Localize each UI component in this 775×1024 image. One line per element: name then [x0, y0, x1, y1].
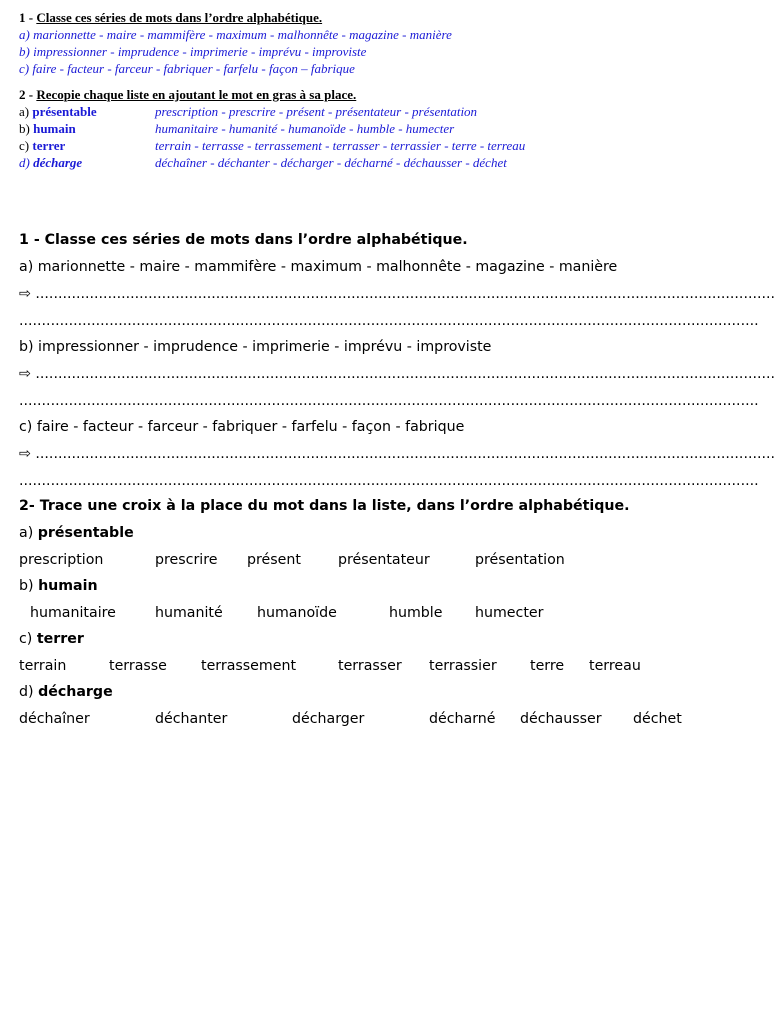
summary-section: [19, 9, 759, 171]
word-option[interactable]: terrasser: [338, 658, 402, 674]
word-option[interactable]: humanoïde: [257, 605, 337, 621]
word-option[interactable]: présent: [247, 552, 301, 568]
ws-ex2-title: - Trace une croix à la place du mot dans la liste, dans l’ordre alphabétique.: [28, 498, 630, 514]
word-list: terrain - terrasse - terrassement - terrasser - terrassier - terre - terreau: [155, 138, 526, 153]
ws-ex1-item-b: b) impressionner - imprudence - imprimerie - imprévu - improviste: [19, 339, 492, 355]
ex2-item-d: d) décharge déchaîner - déchanter - décharger - décharné - déchausser - déchet: [19, 155, 507, 170]
ws-ex2-label-d: d) décharge: [19, 684, 113, 700]
word-row-b: [19, 605, 719, 625]
ex1-item-a: a) marionnette - maire - mammifère - maximum - malhonnête - magazine - manière: [19, 27, 452, 42]
ws-ex2-heading: 2- Trace une croix à la place du mot dans la liste, dans l’ordre alphabétique.: [19, 498, 630, 514]
word-option[interactable]: présentateur: [338, 552, 430, 568]
word-option[interactable]: terreau: [589, 658, 641, 674]
word-option[interactable]: prescrire: [155, 552, 218, 568]
bold-word: terrer: [32, 138, 66, 153]
arrow-icon: ⇨: [19, 286, 36, 302]
word-option[interactable]: terrasse: [109, 658, 167, 674]
word-list: déchaîner - déchanter - décharger - décharné - déchausser - déchet: [155, 155, 507, 170]
bold-word: terrer: [36, 631, 84, 647]
answer-line[interactable]: ⇨ ....................................................................................................................................................................: [19, 366, 775, 382]
word-option[interactable]: déchausser: [520, 711, 602, 727]
ex1-item-c: c) faire - facteur - farceur - fabriquer - farfelu - façon – fabrique: [19, 61, 355, 76]
word-option[interactable]: terrassier: [429, 658, 497, 674]
word-option[interactable]: décharger: [292, 711, 365, 727]
ws-ex1-heading: 1 - Classe ces séries de mots dans l’ordre alphabétique.: [19, 232, 468, 248]
ws-ex2-label-a: a) présentable: [19, 525, 134, 541]
answer-line[interactable]: ⇨ ....................................................................................................................................................................: [19, 286, 775, 302]
word-option[interactable]: terrain: [19, 658, 67, 674]
word-option[interactable]: décharné: [429, 711, 496, 727]
ex2-heading: 2 - Recopie chaque liste en ajoutant le mot en gras à sa place.: [19, 87, 357, 102]
answer-line[interactable]: ....................................................................................................................................................................: [19, 313, 759, 329]
word-row-c: [19, 658, 719, 678]
ex2-item-b: b) humain humanitaire - humanité - humanoïde - humble - humecter: [19, 121, 455, 136]
bold-word: présentable: [32, 104, 97, 119]
ex2-title: Recopie chaque liste en ajoutant le mot en gras à sa place.: [36, 87, 357, 102]
ws-ex2-label-b: b) humain: [19, 578, 98, 594]
word-option[interactable]: présentation: [475, 552, 565, 568]
ex1-item-b: b) impressionner - imprudence - imprimerie - imprévu - improviste: [19, 44, 367, 59]
bold-word: humain: [33, 121, 76, 136]
ws-ex1-item-a: a) marionnette - maire - mammifère - maximum - malhonnête - magazine - manière: [19, 259, 618, 275]
word-option[interactable]: humanité: [155, 605, 223, 621]
ex2-item-a: a) présentable prescription - prescrire - présent - présentateur - présentation: [19, 104, 478, 119]
ws-ex2-label-c: c) terrer: [19, 631, 84, 647]
word-option[interactable]: déchanter: [155, 711, 228, 727]
bold-word: décharge: [33, 155, 83, 170]
word-option[interactable]: déchet: [633, 711, 682, 727]
arrow-icon: ⇨: [19, 366, 36, 382]
word-option[interactable]: humanitaire: [30, 605, 116, 621]
word-option[interactable]: déchaîner: [19, 711, 90, 727]
answer-line[interactable]: ....................................................................................................................................................................: [19, 393, 759, 409]
ex1-heading: 1 - Classe ces séries de mots dans l’ordre alphabétique.: [19, 10, 323, 25]
word-option[interactable]: humecter: [475, 605, 544, 621]
word-option[interactable]: prescription: [19, 552, 104, 568]
bold-word: présentable: [37, 525, 134, 541]
word-row-d: [19, 711, 719, 731]
word-option[interactable]: humble: [389, 605, 443, 621]
ws-ex1-title: - Classe ces séries de mots dans l’ordre alphabétique.: [28, 232, 468, 248]
answer-line[interactable]: ....................................................................................................................................................................: [19, 473, 759, 489]
answer-line[interactable]: ⇨ ....................................................................................................................................................................: [19, 446, 775, 462]
word-list: humanitaire - humanité - humanoïde - humble - humecter: [155, 121, 455, 136]
bold-word: humain: [38, 578, 98, 594]
word-option[interactable]: terrassement: [201, 658, 297, 674]
bold-word: décharge: [38, 684, 113, 700]
word-option[interactable]: terre: [530, 658, 565, 674]
word-row-a: [19, 552, 719, 572]
ex2-item-c: c) terrer terrain - terrasse - terrassement - terrasser - terrassier - terre - terreau: [19, 138, 526, 153]
ws-ex1-item-c: c) faire - facteur - farceur - fabriquer - farfelu - façon - fabrique: [19, 419, 465, 435]
arrow-icon: ⇨: [19, 446, 36, 462]
ex1-title: Classe ces séries de mots dans l’ordre alphabétique.: [36, 10, 323, 25]
word-list: prescription - prescrire - présent - présentateur - présentation: [155, 104, 478, 119]
